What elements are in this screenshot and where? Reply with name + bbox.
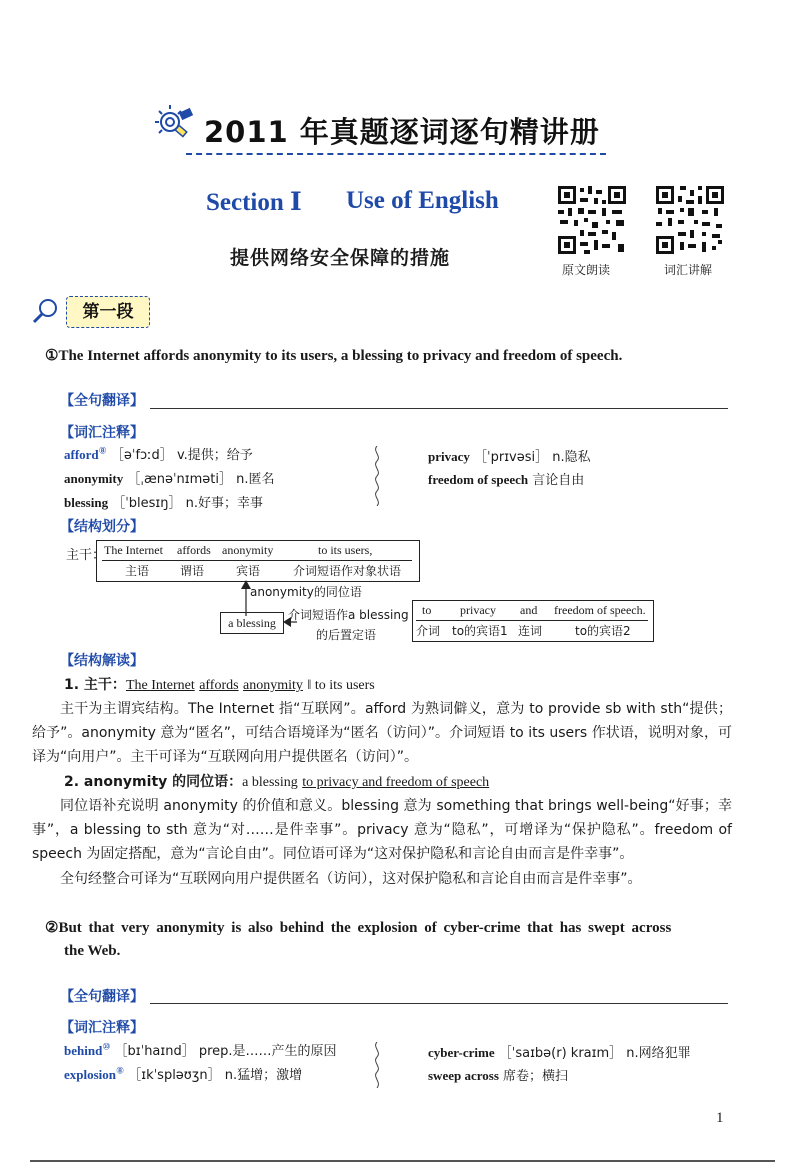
vocab-entry: ［ˈblesɪŋ］ n.好事；幸事: [112, 496, 264, 511]
main-clause-divider: [102, 560, 412, 561]
diagram-privacy: privacy: [460, 603, 496, 617]
diagram-prep-phrase: to its users,: [318, 543, 373, 557]
vocab-cybercrime: [428, 1042, 691, 1061]
analysis-point-1-head: [64, 674, 375, 694]
vocab-privacy: [428, 446, 591, 465]
vocab-label-1: 【词汇注释】: [60, 425, 144, 441]
translation-blank-2[interactable]: [150, 1003, 728, 1004]
vocab-word: anonymity: [64, 471, 124, 486]
diagram-to: to: [422, 603, 432, 617]
vocab-sweep: [428, 1065, 568, 1084]
diagram-and: and: [520, 603, 538, 617]
vocab-entry: 言论自由: [532, 473, 585, 488]
sentence-1-summary: 全句经整合可译为“互联网向用户提供匿名（访问），这对保护隐私和言论自由而言是件幸事”。: [60, 871, 642, 887]
role-subject: 主语: [125, 564, 150, 578]
article-subtitle: 提供网络安全保障的措施: [230, 247, 451, 269]
appositive-box: [220, 612, 284, 634]
post-modifier-note-bottom: 的后置定语: [316, 628, 377, 642]
title-dashed-rule: [186, 153, 606, 155]
vocab-entry: ［ɪkˈspləʊʒn］ n.猛增；激增: [128, 1068, 303, 1083]
vocab-word: cyber-crime: [428, 1045, 495, 1060]
sentence-2-line-2: the Web.: [64, 943, 121, 959]
vocab-freedom: [428, 469, 584, 488]
point-object: anonymity: [243, 678, 303, 693]
post-modifier-note-top: 介词短语作a blessing: [288, 608, 409, 622]
section-number: Section Ⅰ: [206, 189, 302, 216]
vocab-entry: ［ˈsaɪbə(r) kraɪm］ n.网络犯罪: [498, 1046, 691, 1061]
vocab-divider: [372, 1042, 382, 1088]
structure-label-1: 【结构划分】: [60, 519, 144, 535]
vocab-afford: [64, 444, 253, 463]
diagram-object: anonymity: [222, 543, 274, 557]
paragraph-marker-label: 第一段: [82, 302, 134, 322]
vocab-word: blessing: [64, 495, 109, 510]
point-predicate: affords: [199, 678, 239, 693]
role-prep: 介词短语作对象状语: [293, 564, 402, 578]
analysis-point-2-body: 同位语补充说明 anonymity 的价值和意义。blessing 意为 something that brings well-being“好事；幸事”，a blessing to sth 意为“对……是件幸事”。privacy 意为“隐私”，可增译为“保护隐私”。freedom of speech 为固定搭配，意为“言论自由”。同位语可译为“这对保护隐私和言论自由而言是件幸事”。: [32, 798, 732, 862]
paragraph-marker: [66, 296, 150, 328]
point-underline: to privacy and freedom of speech: [302, 775, 490, 790]
vocab-entry: ［bɪˈhaɪnd］ prep.是……产生的原因: [114, 1044, 337, 1059]
sentence-1: ①The Internet affords anonymity to its users, a blessing to privacy and freedom of speech.: [45, 348, 623, 364]
analysis-label-1: 【结构解读】: [60, 653, 144, 669]
footer-rule: [30, 1160, 775, 1162]
vocab-word: freedom of speech: [428, 472, 529, 487]
vocab-entry: 席卷；横扫: [503, 1069, 569, 1084]
diagram-subject: The Internet: [104, 543, 163, 557]
vocab-word: sweep across: [428, 1068, 499, 1083]
vocab-word: explosion: [64, 1067, 117, 1082]
qr-code-vocab[interactable]: [654, 184, 726, 256]
role-freedom: to的宾语2: [575, 624, 631, 638]
vocab-label-2: 【词汇注释】: [60, 1020, 144, 1036]
diagram-freedom: freedom of speech.: [554, 603, 646, 617]
role-object: 宾语: [236, 564, 261, 578]
appositive-text: a blessing: [228, 616, 276, 630]
vocab-divider: [372, 446, 382, 506]
vocab-word: afford: [64, 447, 99, 462]
structure-diagram: [0, 540, 800, 650]
prep-phrase-divider: [416, 620, 648, 621]
page-title: 2011 年真题逐词逐句精讲册: [204, 115, 600, 149]
role-predicate: 谓语: [180, 564, 205, 578]
role-to: 介词: [416, 624, 441, 638]
role-privacy: to的宾语1: [452, 624, 508, 638]
diagram-predicate: affords: [177, 543, 211, 557]
analysis-point-1-body: 主干为主谓宾结构。The Internet 指“互联网”。afford 为熟词僻义，意为 to provide sb with sth“提供；给予”。anonymity 意为“匿名”，可结合语境译为“匿名（访问）”。介词短语 to its users 作状语，说明对象，可译为“向用户”。主干可译为“互联网向用户提供匿名（访问）”。: [32, 701, 732, 765]
qr-label-vocab: 词汇讲解: [664, 263, 713, 277]
appositive-note: anonymity的同位语: [250, 585, 362, 599]
frequency-badge: ⑧: [98, 446, 107, 457]
qr-code-reading[interactable]: [556, 184, 628, 256]
translation-label-1: 【全句翻译】: [60, 393, 144, 409]
translation-label-2: 【全句翻译】: [60, 989, 144, 1005]
vocab-entry: ［ˌænəˈnɪməti］ n.匿名: [127, 472, 275, 487]
page-number: 1: [716, 1110, 724, 1126]
magnifier-icon: [30, 296, 60, 326]
vocab-word: privacy: [428, 449, 470, 464]
point-subject: The Internet: [125, 678, 195, 693]
vocab-behind: [64, 1040, 337, 1059]
point-text: a blessing: [242, 775, 298, 790]
vocab-explosion: [64, 1064, 302, 1083]
vocab-entry: ［əˈfɔːd］ v.提供；给予: [110, 448, 253, 463]
main-clause-label: 主干：: [66, 548, 106, 563]
qr-label-reading: 原文朗读: [562, 263, 611, 277]
vocab-word: behind: [64, 1043, 103, 1058]
sentence-2-line-1: ②But that very anonymity is also behind the explosion of cyber-crime that has swept across: [45, 920, 672, 936]
point-num: 1. 主干：: [64, 677, 126, 693]
frequency-badge: ⑩: [102, 1042, 111, 1053]
vocab-anonymity: [64, 468, 274, 487]
point-num: 2. anonymity 的同位语：: [64, 774, 243, 790]
vocab-entry: ［ˈprɪvəsi］ n.隐私: [474, 450, 591, 465]
translation-blank-1[interactable]: [150, 408, 728, 409]
section-subject: Use of English: [346, 187, 499, 214]
role-and: 连词: [518, 624, 543, 638]
vocab-blessing: [64, 492, 263, 511]
lightbulb-icon: [150, 100, 198, 148]
analysis-point-2-head: [64, 771, 489, 791]
point-rest: ‖ to its users: [307, 678, 375, 693]
frequency-badge: ⑧: [116, 1066, 125, 1077]
